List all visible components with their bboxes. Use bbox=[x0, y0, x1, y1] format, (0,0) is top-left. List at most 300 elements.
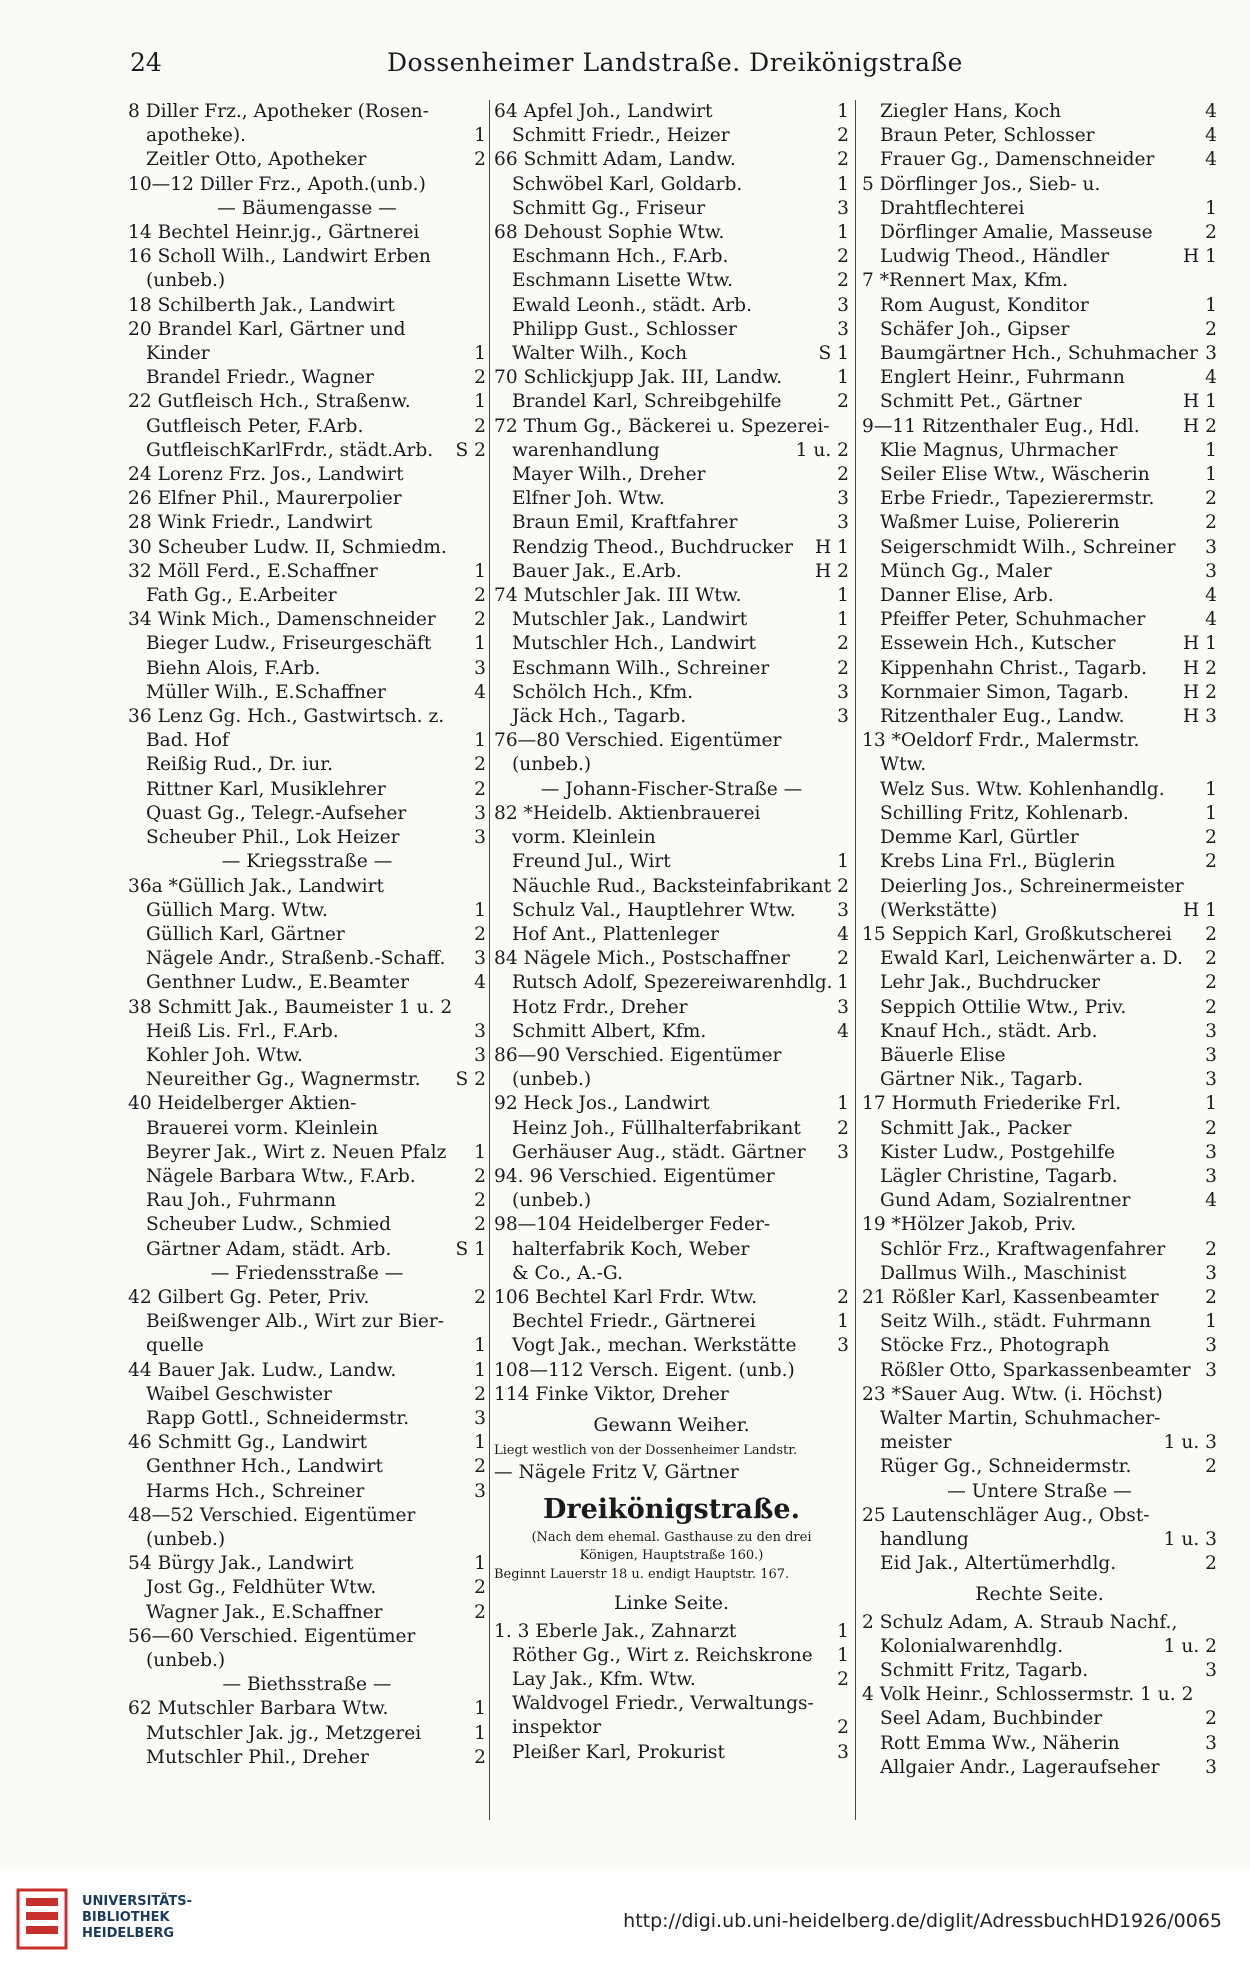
entry-text: 24 Lorenz Frz. Jos., Landwirt bbox=[128, 464, 404, 486]
entry-text: Ziegler Hans, Koch bbox=[880, 101, 1062, 122]
entry-text: Schmitt Friedr., Heizer bbox=[512, 125, 730, 147]
section-heading bbox=[494, 1413, 849, 1437]
floor-number: 1 bbox=[470, 1697, 486, 1721]
floor-number: 2 bbox=[1201, 1117, 1217, 1141]
floor-number: 2 bbox=[1201, 1455, 1217, 1479]
floor-number: 1 bbox=[1201, 294, 1217, 318]
entry-text: Schäfer Joh., Gipser bbox=[880, 318, 1070, 340]
floor-number: 2 bbox=[833, 632, 849, 656]
directory-entry bbox=[494, 899, 849, 923]
directory-entry bbox=[494, 1213, 849, 1237]
floor-number: 1 bbox=[833, 584, 849, 608]
entry-text: Wagner Jak., E.Schaffner bbox=[146, 1601, 383, 1623]
entry-text: 26 Elfner Phil., Maurerpolier bbox=[128, 488, 402, 510]
directory-entry bbox=[128, 1334, 486, 1358]
entry-text: 1. 3 Eberle Jak., Zahnarzt bbox=[494, 1620, 737, 1642]
entry-text: 106 Bechtel Karl Frdr. Wtw. bbox=[494, 1286, 758, 1308]
floor-number: 2 bbox=[1201, 221, 1217, 245]
floor-number: 4 bbox=[833, 923, 849, 947]
directory-entry bbox=[862, 1262, 1217, 1286]
floor-number: 1 bbox=[833, 1644, 849, 1668]
page-number: 24 bbox=[130, 48, 162, 77]
section-heading bbox=[862, 1480, 1217, 1504]
directory-entry bbox=[128, 1189, 486, 1213]
entry-text: 20 Brandel Karl, Gärtner und bbox=[128, 318, 406, 340]
floor-number: 4 bbox=[1201, 1189, 1217, 1213]
entry-text: Scheuber Phil., Lok Heizer bbox=[146, 827, 400, 849]
section-heading bbox=[128, 850, 486, 874]
entry-text: 36 Lenz Gg. Hch., Gastwirtsch. z. bbox=[128, 706, 445, 728]
directory-entry bbox=[128, 1697, 486, 1721]
floor-number: 3 bbox=[1201, 1756, 1217, 1780]
running-title: Dossenheimer Landstraße. Dreikönigstraße bbox=[387, 48, 963, 77]
floor-number: 2 bbox=[1201, 1707, 1217, 1731]
floor-number: 2 bbox=[1201, 318, 1217, 342]
floor-number: 2 bbox=[470, 753, 486, 777]
directory-entry bbox=[128, 826, 486, 850]
floor-number: 1 bbox=[1201, 197, 1217, 221]
floor-number: 3 bbox=[833, 318, 849, 342]
floor-number: 1 bbox=[833, 1620, 849, 1644]
floor-number: 1 bbox=[833, 173, 849, 197]
directory-entry bbox=[128, 390, 486, 414]
entry-text: Eid Jak., Altertümerhdlg. bbox=[880, 1553, 1117, 1575]
directory-entry bbox=[494, 511, 849, 535]
floor-number: 2 bbox=[1201, 971, 1217, 995]
entry-text: Bauer Jak., E.Arb. bbox=[512, 560, 682, 582]
directory-entry bbox=[494, 1441, 849, 1461]
floor-number: 2 bbox=[470, 923, 486, 947]
directory-entry bbox=[494, 439, 849, 463]
directory-entry bbox=[128, 439, 486, 463]
entry-text: 62 Mutschler Barbara Wtw. bbox=[128, 1698, 389, 1720]
directory-entry bbox=[494, 584, 849, 608]
column-divider bbox=[855, 100, 856, 1820]
floor-number: 2 bbox=[833, 657, 849, 681]
floor-number: 3 bbox=[470, 1480, 486, 1504]
floor-number: H 1 bbox=[1179, 899, 1217, 923]
section-heading bbox=[128, 197, 486, 221]
entry-text: (unbeb.) bbox=[146, 1650, 226, 1671]
directory-entry bbox=[862, 850, 1217, 874]
entry-text: 13 *Oeldorf Frdr., Malermstr. bbox=[862, 730, 1140, 752]
entry-text: Gärtner Adam, städt. Arb. bbox=[146, 1238, 392, 1260]
entry-text: Beginnt Lauerstr 18 u. endigt Hauptstr. 167. bbox=[494, 1567, 790, 1583]
floor-number: 3 bbox=[833, 681, 849, 705]
entry-text: Mutschler Jak., Landwirt bbox=[512, 609, 748, 631]
directory-entry bbox=[862, 269, 1217, 293]
directory-entry bbox=[862, 1504, 1217, 1528]
section-heading bbox=[494, 1591, 849, 1615]
entry-text: meister bbox=[880, 1432, 952, 1454]
entry-text: Drahtflechterei bbox=[880, 197, 1025, 219]
directory-entry bbox=[494, 996, 849, 1020]
entry-text: — Untere Straße — bbox=[947, 1480, 1132, 1502]
entry-text: Waldvogel Friedr., Verwaltungs- bbox=[512, 1693, 814, 1715]
entry-text: Genthner Hch., Landwirt bbox=[146, 1456, 383, 1478]
entry-text: 46 Schmitt Gg., Landwirt bbox=[128, 1432, 368, 1454]
entry-text: inspektor bbox=[512, 1717, 602, 1739]
entry-text: 15 Seppich Karl, Großkutscherei bbox=[862, 923, 1172, 945]
directory-entry bbox=[862, 1020, 1217, 1044]
directory-entry bbox=[862, 366, 1217, 390]
directory-entry bbox=[862, 463, 1217, 487]
directory-entry bbox=[494, 366, 849, 390]
entry-text: Kornmaier Simon, Tagarb. bbox=[880, 681, 1129, 703]
directory-entry bbox=[128, 875, 486, 899]
entry-text: 56—60 Verschied. Eigentümer bbox=[128, 1625, 416, 1647]
column-left bbox=[128, 100, 486, 1770]
floor-number: 2 bbox=[1201, 923, 1217, 947]
entry-text: Stöcke Frz., Photograph bbox=[880, 1335, 1110, 1357]
directory-entry bbox=[128, 947, 486, 971]
entry-text: Liegt westlich von der Dossenheimer Landstr. bbox=[494, 1443, 798, 1459]
directory-entry bbox=[494, 705, 849, 729]
directory-entry bbox=[494, 173, 849, 197]
entry-text: Bieger Ludw., Friseurgeschäft bbox=[146, 633, 432, 655]
directory-entry bbox=[128, 1068, 486, 1092]
floor-number: 2 bbox=[470, 415, 486, 439]
directory-entry bbox=[128, 1213, 486, 1237]
floor-number: 1 bbox=[470, 124, 486, 148]
directory-entry bbox=[862, 245, 1217, 269]
entry-text: 94. 96 Verschied. Eigentümer bbox=[494, 1165, 775, 1187]
column-divider bbox=[489, 100, 490, 1820]
entry-text: Gutfleisch Peter, F.Arb. bbox=[146, 415, 364, 437]
floor-number: 3 bbox=[470, 826, 486, 850]
directory-entry bbox=[494, 1547, 849, 1565]
directory-entry bbox=[128, 342, 486, 366]
entry-text: 7 *Rennert Max, Kfm. bbox=[862, 270, 1069, 292]
entry-text: Fath Gg., E.Arbeiter bbox=[146, 585, 337, 607]
directory-entry bbox=[862, 753, 1217, 777]
directory-entry bbox=[128, 1310, 486, 1334]
floor-number: 4 bbox=[470, 681, 486, 705]
floor-number: 3 bbox=[833, 996, 849, 1020]
directory-entry bbox=[494, 1383, 849, 1407]
entry-text: 23 *Sauer Aug. Wtw. (i. Höchst) bbox=[862, 1383, 1163, 1405]
directory-entry bbox=[862, 1141, 1217, 1165]
directory-entry bbox=[128, 1480, 486, 1504]
entry-text: Ewald Leonh., städt. Arb. bbox=[512, 294, 752, 316]
directory-entry bbox=[128, 221, 486, 245]
entry-text: Scheuber Ludw., Schmied bbox=[146, 1214, 392, 1236]
directory-entry bbox=[128, 463, 486, 487]
entry-text: 54 Bürgy Jak., Landwirt bbox=[128, 1553, 354, 1575]
directory-entry bbox=[494, 148, 849, 172]
floor-number: 3 bbox=[833, 197, 849, 221]
entry-text: Harms Hch., Schreiner bbox=[146, 1480, 365, 1502]
directory-entry bbox=[128, 802, 486, 826]
entry-text: Erbe Friedr., Tapezierermstr. bbox=[880, 488, 1155, 510]
floor-number: 2 bbox=[470, 366, 486, 390]
entry-text: 14 Bechtel Heinr.jg., Gärtnerei bbox=[128, 222, 420, 244]
entry-text: Essewein Hch., Kutscher bbox=[880, 633, 1116, 655]
directory-entry bbox=[862, 390, 1217, 414]
entry-text: Kister Ludw., Postgehilfe bbox=[880, 1141, 1115, 1163]
entry-text: Englert Heinr., Fuhrmann bbox=[880, 367, 1125, 389]
directory-entry bbox=[494, 1529, 849, 1547]
entry-text: 70 Schlickjupp Jak. III, Landw. bbox=[494, 367, 783, 389]
directory-entry bbox=[128, 1020, 486, 1044]
entry-text: Eschmann Lisette Wtw. bbox=[512, 270, 733, 292]
entry-text: Waßmer Luise, Poliererin bbox=[880, 512, 1120, 534]
directory-entry bbox=[128, 1552, 486, 1576]
entry-text: Müller Wilh., E.Schaffner bbox=[146, 681, 386, 703]
floor-number: S 2 bbox=[452, 439, 486, 463]
directory-entry bbox=[862, 947, 1217, 971]
entry-text: Mutschler Hch., Landwirt bbox=[512, 633, 757, 655]
entry-text: Schilling Fritz, Kohlenarb. bbox=[880, 802, 1129, 824]
directory-entry bbox=[862, 1213, 1217, 1237]
directory-entry bbox=[494, 923, 849, 947]
entry-text: Braun Emil, Kraftfahrer bbox=[512, 512, 738, 534]
directory-entry bbox=[862, 221, 1217, 245]
entry-text: (unbeb.) bbox=[512, 754, 592, 776]
directory-entry bbox=[862, 826, 1217, 850]
floor-number: H 2 bbox=[1179, 657, 1217, 681]
entry-text: Pleißer Karl, Prokurist bbox=[512, 1741, 725, 1763]
floor-number: S 2 bbox=[452, 1068, 486, 1092]
floor-number: 2 bbox=[1201, 511, 1217, 535]
directory-entry bbox=[494, 390, 849, 414]
entry-text: Brandel Friedr., Wagner bbox=[146, 367, 374, 389]
entry-text: Gund Adam, Sozialrentner bbox=[880, 1190, 1131, 1212]
entry-text: 72 Thum Gg., Bäckerei u. Spezerei- bbox=[494, 415, 830, 437]
floor-number: H 3 bbox=[1179, 705, 1217, 729]
entry-text: — Friedensstraße — bbox=[210, 1262, 404, 1284]
directory-entry bbox=[494, 1741, 849, 1765]
floor-number: 3 bbox=[833, 1741, 849, 1765]
directory-entry bbox=[494, 729, 849, 753]
directory-entry bbox=[128, 1238, 486, 1262]
directory-entry bbox=[862, 778, 1217, 802]
entry-text: Baumgärtner Hch., Schuhmacher bbox=[880, 343, 1198, 365]
entry-text: Rendzig Theod., Buchdrucker bbox=[512, 536, 794, 558]
entry-text: — Biethsstraße — bbox=[222, 1674, 392, 1696]
entry-text: 10—12 Diller Frz., Apoth.(unb.) bbox=[128, 173, 426, 195]
entry-text: Mutschler Jak. jg., Metzgerei bbox=[146, 1722, 422, 1744]
floor-number: 4 bbox=[1201, 124, 1217, 148]
directory-entry bbox=[128, 415, 486, 439]
entry-text: 40 Heidelberger Aktien- bbox=[128, 1093, 357, 1115]
entry-text: 36a *Güllich Jak., Landwirt bbox=[128, 875, 384, 897]
entry-text: Schmitt Fritz, Tagarb. bbox=[880, 1660, 1089, 1681]
entry-text: Beyrer Jak., Wirt z. Neuen Pfalz bbox=[146, 1141, 447, 1163]
directory-entry bbox=[862, 342, 1217, 366]
entry-text: 25 Lautenschläger Aug., Obst- bbox=[862, 1504, 1150, 1526]
entry-text: Kinder bbox=[146, 343, 210, 365]
entry-text: Frauer Gg., Damenschneider bbox=[880, 149, 1155, 171]
entry-text: 64 Apfel Joh., Landwirt bbox=[494, 101, 713, 122]
directory-entry bbox=[128, 729, 486, 753]
entry-text: Walter Wilh., Koch bbox=[512, 343, 688, 365]
floor-number: 1 u. 2 bbox=[792, 439, 849, 463]
directory-entry bbox=[862, 487, 1217, 511]
entry-text: Heiß Lis. Frl., F.Arb. bbox=[146, 1020, 339, 1042]
entry-text: 19 *Hölzer Jakob, Priv. bbox=[862, 1214, 1077, 1236]
floor-number: 1 bbox=[470, 342, 486, 366]
entry-text: Allgaier Andr., Lageraufseher bbox=[880, 1756, 1160, 1778]
directory-entry bbox=[128, 1359, 486, 1383]
column-right bbox=[862, 100, 1217, 1780]
entry-text: Seiler Elise Wtw., Wäscherin bbox=[880, 464, 1150, 486]
entry-text: 86—90 Verschied. Eigentümer bbox=[494, 1044, 782, 1066]
floor-number: 2 bbox=[470, 778, 486, 802]
directory-entry bbox=[128, 366, 486, 390]
entry-text: GutfleischKarlFrdr., städt.Arb. bbox=[146, 439, 434, 461]
directory-entry bbox=[128, 1431, 486, 1455]
floor-number: 1 bbox=[833, 850, 849, 874]
entry-text: 76—80 Verschied. Eigentümer bbox=[494, 730, 782, 752]
source-url-link[interactable]: http://digi.ub.uni-heidelberg.de/diglit/AdressbuchHD1926/0065 bbox=[623, 1910, 1222, 1932]
directory-entry bbox=[494, 753, 849, 777]
entry-text: Dreikönigstraße. bbox=[542, 1494, 801, 1526]
directory-entry bbox=[128, 971, 486, 995]
floor-number: 2 bbox=[833, 124, 849, 148]
entry-text: Walter Martin, Schuhmacher- bbox=[880, 1407, 1161, 1429]
entry-text: Biehn Alois, F.Arb. bbox=[146, 657, 321, 679]
directory-entry bbox=[862, 632, 1217, 656]
entry-text: 42 Gilbert Gg. Peter, Priv. bbox=[128, 1286, 370, 1308]
directory-entry bbox=[862, 1334, 1217, 1358]
directory-entry bbox=[128, 1625, 486, 1649]
floor-number: 1 bbox=[833, 100, 849, 124]
floor-number: 1 bbox=[470, 1141, 486, 1165]
directory-entry bbox=[494, 294, 849, 318]
floor-number: 3 bbox=[833, 1334, 849, 1358]
directory-entry bbox=[862, 608, 1217, 632]
directory-entry bbox=[862, 657, 1217, 681]
floor-number: 1 bbox=[470, 1552, 486, 1576]
entry-text: (unbeb.) bbox=[146, 270, 226, 292]
floor-number: 1 u. 3 bbox=[1160, 1431, 1217, 1455]
directory-entry bbox=[862, 1635, 1217, 1659]
directory-entry bbox=[862, 729, 1217, 753]
entry-text: 9—11 Ritzenthaler Eug., Hdl. bbox=[862, 415, 1140, 437]
floor-number: 2 bbox=[1201, 487, 1217, 511]
floor-number: 4 bbox=[1201, 608, 1217, 632]
directory-entry bbox=[494, 826, 849, 850]
directory-entry bbox=[494, 487, 849, 511]
entry-text: Genthner Ludw., E.Beamter bbox=[146, 972, 409, 994]
directory-entry bbox=[128, 1504, 486, 1528]
directory-entry bbox=[862, 1165, 1217, 1189]
directory-entry bbox=[128, 245, 486, 269]
entry-text: Röther Gg., Wirt z. Reichskrone bbox=[512, 1644, 813, 1666]
entry-text: Kohler Joh. Wtw. bbox=[146, 1044, 303, 1066]
entry-text: Eschmann Hch., F.Arb. bbox=[512, 246, 729, 268]
entry-text: 38 Schmitt Jak., Baumeister 1 u. 2 bbox=[128, 996, 453, 1018]
entry-text: Gerhäuser Aug., städt. Gärtner bbox=[512, 1141, 806, 1163]
entry-text: 4 Volk Heinr., Schlossermstr. 1 u. 2 bbox=[862, 1684, 1194, 1706]
floor-number: 3 bbox=[1201, 1044, 1217, 1068]
directory-entry bbox=[494, 1334, 849, 1358]
floor-number: S 1 bbox=[452, 1238, 486, 1262]
directory-entry bbox=[128, 608, 486, 632]
floor-number: 3 bbox=[470, 802, 486, 826]
entry-text: 44 Bauer Jak. Ludw., Landw. bbox=[128, 1359, 397, 1381]
floor-number: 1 bbox=[470, 560, 486, 584]
directory-entry bbox=[128, 1044, 486, 1068]
floor-number: 2 bbox=[833, 1117, 849, 1141]
floor-number: 1 bbox=[470, 390, 486, 414]
entry-text: Rau Joh., Fuhrmann bbox=[146, 1190, 337, 1212]
entry-text: 28 Wink Friedr., Landwirt bbox=[128, 512, 373, 534]
entry-text: Nägele Barbara Wtw., F.Arb. bbox=[146, 1165, 416, 1187]
directory-entry bbox=[494, 1620, 849, 1644]
entry-text: vorm. Kleinlein bbox=[512, 827, 656, 849]
directory-entry bbox=[494, 197, 849, 221]
entry-text: Seitz Wilh., städt. Fuhrmann bbox=[880, 1311, 1151, 1333]
entry-text: Rutsch Adolf, Spezereiwarenhdlg. bbox=[512, 972, 833, 994]
floor-number: 2 bbox=[1201, 947, 1217, 971]
entry-text: Rott Emma Ww., Näherin bbox=[880, 1732, 1120, 1754]
entry-text: Näuchle Rud., Backsteinfabrikant bbox=[512, 875, 832, 897]
floor-number: S 1 bbox=[815, 342, 849, 366]
directory-entry bbox=[862, 1238, 1217, 1262]
floor-number: H 2 bbox=[1179, 415, 1217, 439]
directory-entry bbox=[494, 124, 849, 148]
entry-text: Hof Ant., Plattenleger bbox=[512, 923, 720, 945]
directory-entry bbox=[862, 536, 1217, 560]
directory-entry bbox=[862, 124, 1217, 148]
directory-entry bbox=[494, 850, 849, 874]
directory-entry bbox=[494, 560, 849, 584]
floor-number: 1 u. 3 bbox=[1160, 1528, 1217, 1552]
entry-text: 16 Scholl Wilh., Landwirt Erben bbox=[128, 246, 431, 268]
directory-entry bbox=[862, 681, 1217, 705]
entry-text: Heinz Joh., Füllhalterfabrikant bbox=[512, 1117, 801, 1139]
directory-entry bbox=[128, 100, 486, 124]
entry-text: 92 Heck Jos., Landwirt bbox=[494, 1093, 710, 1115]
directory-entry bbox=[494, 1461, 849, 1485]
floor-number: 1 u. 2 bbox=[1160, 1635, 1217, 1659]
directory-entry bbox=[494, 1668, 849, 1692]
directory-entry bbox=[128, 1455, 486, 1479]
directory-entry bbox=[128, 632, 486, 656]
directory-entry bbox=[862, 197, 1217, 221]
floor-number: H 1 bbox=[811, 536, 849, 560]
floor-number: 4 bbox=[1201, 366, 1217, 390]
entry-text: Lehr Jak., Buchdrucker bbox=[880, 972, 1101, 994]
entry-text: Rapp Gottl., Schneidermstr. bbox=[146, 1407, 410, 1429]
entry-text: — Kriegsstraße — bbox=[221, 851, 393, 873]
directory-entry bbox=[862, 1383, 1217, 1407]
entry-text: 82 *Heidelb. Aktienbrauerei bbox=[494, 802, 761, 824]
directory-entry bbox=[128, 148, 486, 172]
directory-entry bbox=[862, 971, 1217, 995]
entry-text: Danner Elise, Arb. bbox=[880, 585, 1054, 607]
footer-bar bbox=[0, 1870, 1250, 1977]
entry-text: 74 Mutschler Jak. III Wtw. bbox=[494, 585, 742, 607]
floor-number: 2 bbox=[1201, 996, 1217, 1020]
directory-entry bbox=[862, 584, 1217, 608]
floor-number: 1 bbox=[833, 1092, 849, 1116]
entry-text: Neureither Gg., Wagnermstr. bbox=[146, 1069, 421, 1091]
entry-text: 34 Wink Mich., Damenschneider bbox=[128, 609, 436, 631]
entry-text: quelle bbox=[146, 1335, 204, 1357]
entry-text: Lägler Christine, Tagarb. bbox=[880, 1165, 1118, 1187]
entry-text: Krebs Lina Frl., Büglerin bbox=[880, 851, 1116, 873]
entry-text: — Nägele Fritz V, Gärtner bbox=[494, 1462, 739, 1484]
floor-number: 2 bbox=[833, 1286, 849, 1310]
directory-entry bbox=[862, 1455, 1217, 1479]
floor-number: 1 bbox=[470, 729, 486, 753]
floor-number: 2 bbox=[1201, 850, 1217, 874]
directory-entry bbox=[862, 1068, 1217, 1092]
entry-text: Linke Seite. bbox=[614, 1592, 729, 1615]
